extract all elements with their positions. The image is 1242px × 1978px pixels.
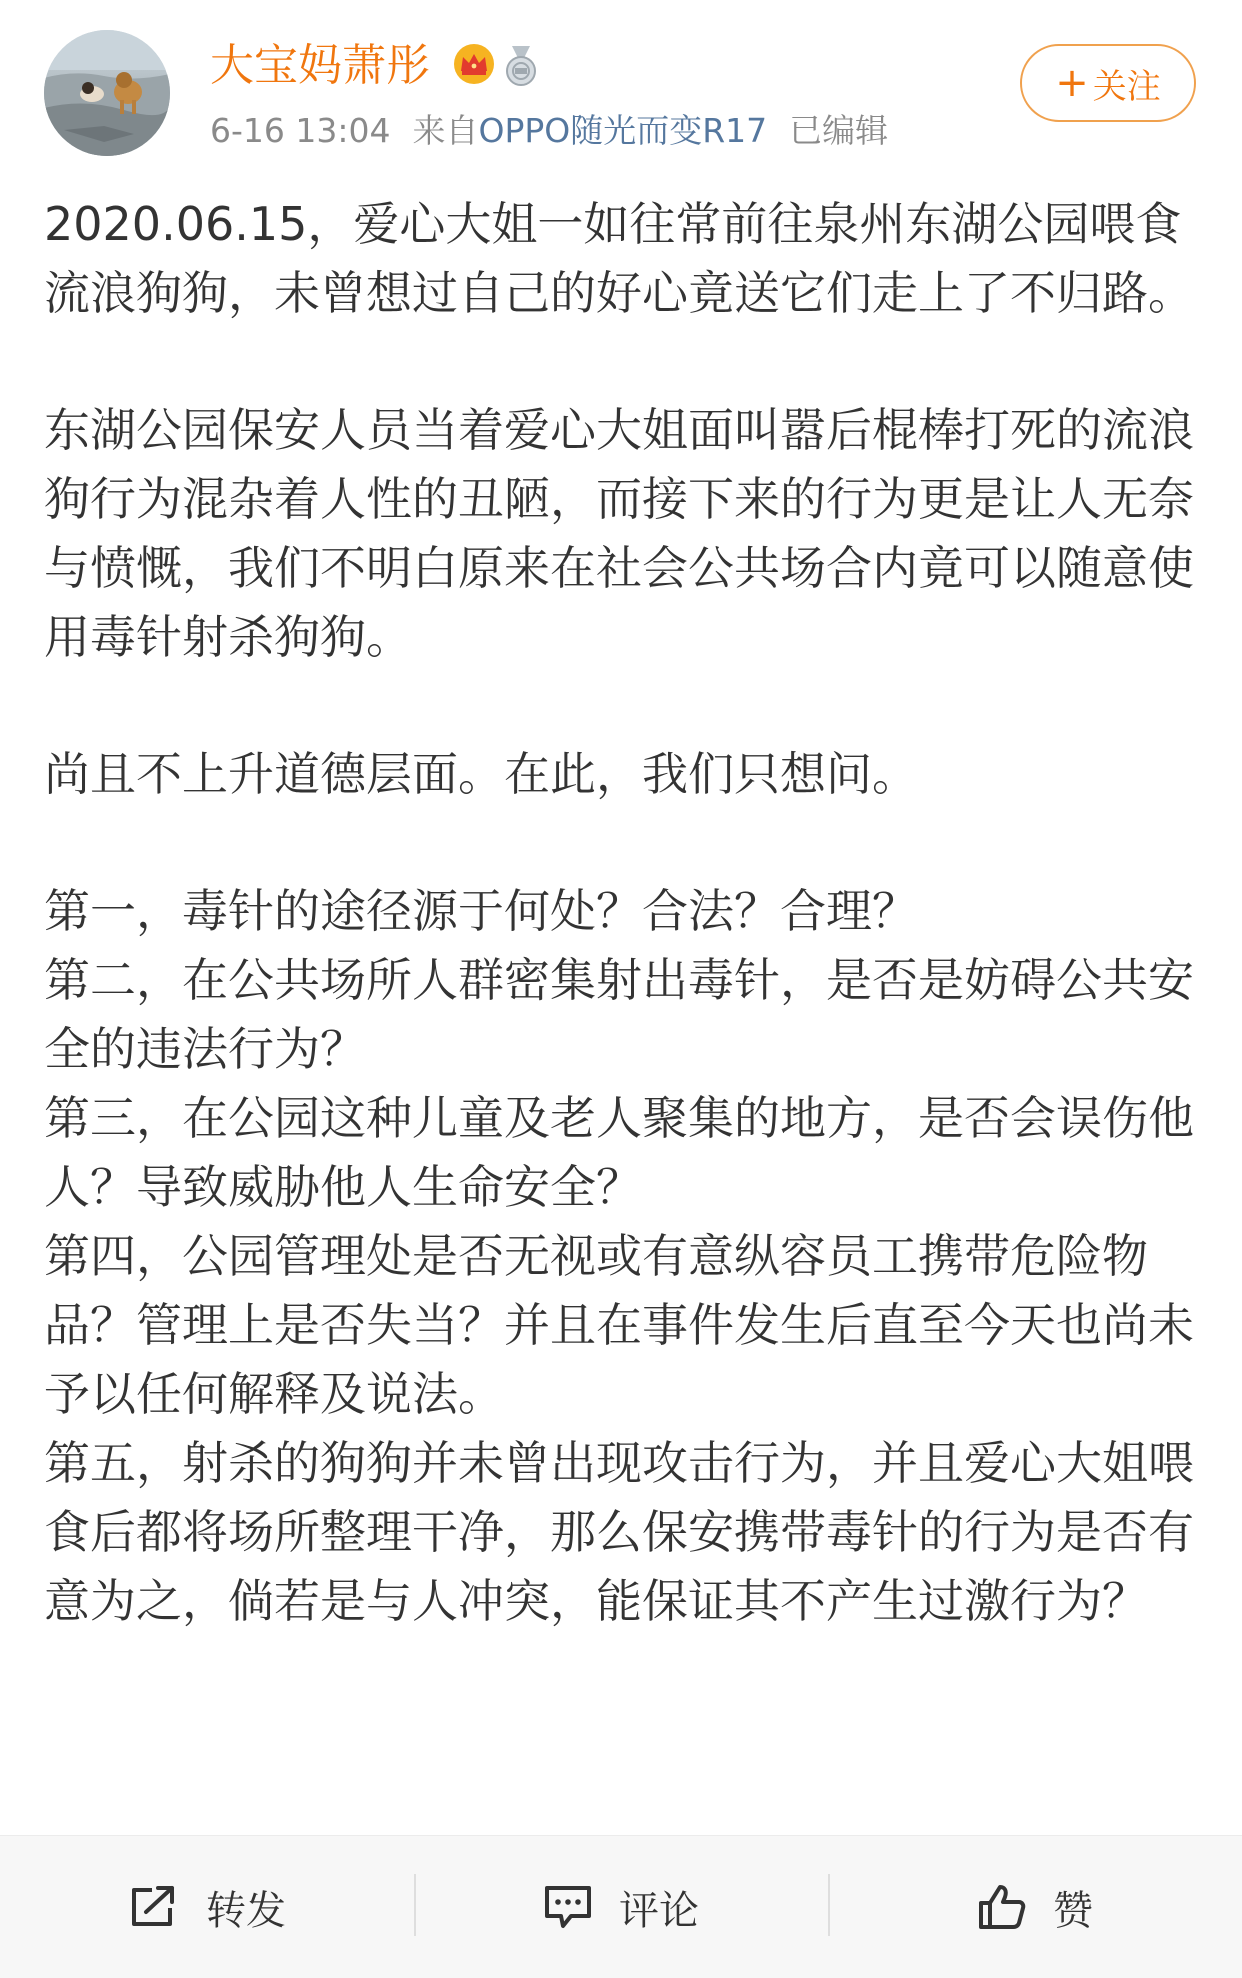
avatar[interactable] xyxy=(44,30,170,156)
from-prefix: 来自 xyxy=(412,111,479,150)
comment-icon xyxy=(543,1884,593,1930)
post-header xyxy=(0,0,1242,160)
crown-icon[interactable] xyxy=(452,42,496,86)
action-bar xyxy=(0,1835,1242,1978)
avatar-photo xyxy=(44,30,170,156)
repost-icon xyxy=(128,1884,180,1930)
like-label: 赞 xyxy=(1053,1887,1093,1934)
author-name[interactable]: 大宝妈萧彤 xyxy=(210,40,430,91)
source-link[interactable]: OPPO随光而变R17 xyxy=(478,111,768,150)
edited-label[interactable]: 已编辑 xyxy=(789,111,889,150)
like-button[interactable] xyxy=(828,1836,1242,1978)
follow-button[interactable] xyxy=(1020,44,1196,122)
post-paragraph: 尚且不上升道德层面。在此，我们只想问。 xyxy=(44,747,918,801)
repost-button[interactable] xyxy=(0,1836,414,1978)
comment-button[interactable] xyxy=(414,1836,828,1978)
follow-label: 关注 xyxy=(1092,66,1161,107)
post-time: 6-16 13:04 xyxy=(210,111,391,150)
post-body xyxy=(44,190,1204,1636)
repost-label: 转发 xyxy=(206,1887,286,1934)
comment-label: 评论 xyxy=(619,1887,699,1934)
post-paragraph: 东湖公园保安人员当着爱心大姐面叫嚣后棍棒打死的流浪狗行为混杂着人性的丑陋，而接下来的行为更是让人无奈与愤慨，我们不明白原来在社会公共场合内竟可以随意使用毒针射杀狗狗。 xyxy=(44,403,1194,664)
thumbs-up-icon xyxy=(977,1883,1027,1931)
post-meta xyxy=(210,108,888,154)
post-paragraph: 2020.06.15，爱心大姐一如往常前往泉州东湖公园喂食流浪狗狗，未曾想过自己的好心竟送它们走上了不归路。 xyxy=(44,197,1194,320)
plus-icon: + xyxy=(1055,60,1089,106)
medal-icon[interactable] xyxy=(502,44,540,88)
post-paragraph: 第一，毒针的途径源于何处？合法？合理？ 第二，在公共场所人群密集射出毒针，是否是妨碍公共安全的违法行为？ 第三，在公园这种儿童及老人聚集的地方，是否会误伤他人？导致威胁他人生命安全？ 第四，公园管理处是否无视或有意纵容员工携带危险物品？管理上是否失当？并且在事件发生后直至今天也尚未予以任何解释及说法。 第五，射杀的狗狗并未曾出现攻击行为，并且爱心大姐喂食后都将场所整理干净，那么保安携带毒针的行为是否有意为之，倘若是与人冲突，能保证其不产生过激行为？ xyxy=(44,884,1194,1628)
